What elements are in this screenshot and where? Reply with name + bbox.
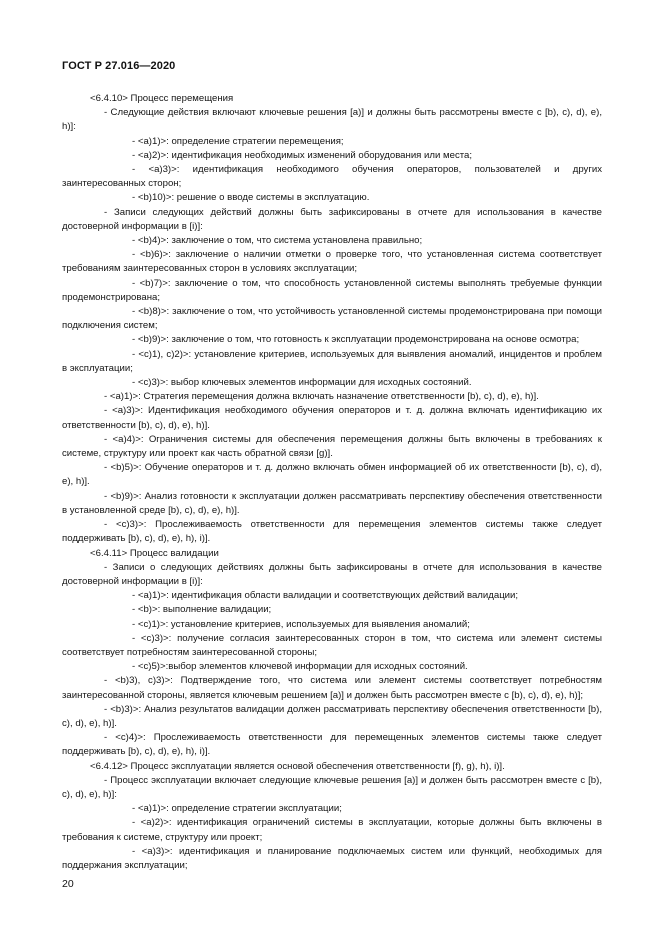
document-header: ГОСТ Р 27.016—2020: [62, 60, 176, 72]
paragraph: - <a)3)>: идентификация и планирование подключаемых систем или функций, необходимых для поддержания эксплуатации;: [62, 845, 602, 871]
paragraph: - <c)1)>: установление критериев, используемых для выявления аномалий;: [132, 618, 470, 630]
paragraph: <6.4.12> Процесс эксплуатации является основой обеспечения ответственности [f), g), h), i)].: [90, 760, 505, 772]
paragraph: - <b)10)>: решение о вводе системы в эксплуатацию.: [132, 192, 370, 204]
paragraph: - <a)1)>: определение стратегии перемещения;: [132, 135, 344, 147]
paragraph: - <c)3)>: выбор ключевых элементов информации для исходных состояний.: [132, 377, 472, 389]
paragraph: - <a)4)>: Ограничения системы для обеспечения перемещения должны быть включены в требованиях к системе, структуру или проект как часть обратной связи [g)].: [62, 433, 602, 460]
paragraph: - Процесс эксплуатации включает следующие ключевые решения [a)] и должен быть рассмотрен вместе с [b), c), d), e), h)]:: [62, 774, 602, 800]
paragraph: - <a)3)>: Идентификация необходимого обучения операторов и т. д. должна включать идентификацию их ответственности [b), c), d), e), h)].: [62, 405, 602, 431]
paragraph: - <a)1)>: идентификация области валидации и соответствующих действий валидации;: [132, 590, 519, 602]
paragraph: - <c)3)>: Прослеживаемость ответственности для перемещения элементов системы также следует поддерживать [b), c), d), e), h), i)].: [62, 519, 602, 545]
paragraph: - <b)9)>: заключение о том, что готовность к эксплуатации продемонстрирована на основе осмотра;: [132, 334, 580, 346]
paragraph: - <c)1), c)2)>: установление критериев, используемых для выявления аномалий, инцидентов и проблем в эксплуатации;: [62, 348, 602, 374]
paragraph: - <b)7)>: заключение о том, что способность установленной системы выполнять требуемые функции продемонстрирована;: [62, 277, 602, 303]
paragraph: - <b)8)>: заключение о том, что устойчивость установленной системы продемонстрирована при помощи подключения систем;: [62, 306, 602, 332]
paragraph: - <a)3)>: идентификация необходимого обучения операторов, пользователей и других заинтересованных сторон;: [62, 164, 602, 190]
paragraph: - Записи следующих действий должны быть зафиксированы в отчете для использования в качестве достоверной информации в [i)]:: [62, 206, 602, 232]
page-number: 20: [62, 878, 74, 890]
paragraph: - <b)5)>: Обучение операторов и т. д. должно включать обмен информацией об их ответственности [b), c), d), e), h)].: [62, 462, 602, 488]
paragraph: <6.4.10> Процесс перемещения: [90, 93, 234, 104]
paragraph: - <b)3), c)3)>: Подтверждение того, что система или элемент системы соответствует потребностям заинтересованной стороны, является ключевым решением [a)] и должен быть рассмотрен вместе с [b), c), d), e), h)];: [62, 675, 602, 701]
paragraph: - <a)2)>: идентификация ограничений системы в эксплуатации, которые должны быть включены в требования к системе, структуру или проект;: [62, 817, 602, 843]
paragraph: - <a)2)>: идентификация необходимых изменений оборудования или места;: [132, 149, 473, 161]
paragraph: - <c)4)>: Прослеживаемость ответственности для перемещенных элементов системы также следует поддерживать [b), c), d), e), h), i)].: [62, 732, 602, 758]
paragraph: - <b)9)>: Анализ готовности к эксплуатации должен рассматривать перспективу обеспечения ответственности в установленной среде [b), c), d), e), h)].: [62, 490, 602, 516]
paragraph: - <a)1)>: Стратегия перемещения должна включать назначение ответственности [b), c), d), e), h)].: [104, 391, 539, 403]
paragraph: - <b)3)>: Анализ результатов валидации должен рассматривать перспективу обеспечения ответственности [b), c), d), e), h)].: [62, 703, 602, 729]
paragraph: - <b)4)>: заключение о том, что система установлена правильно;: [132, 235, 423, 247]
paragraph: - <b)6)>: заключение о наличии отметки о проверке того, что установленная система соответствует требованиям заинтересованных сторон в условиях эксплуатации;: [62, 249, 602, 275]
paragraph: - <b)>: выполнение валидации;: [132, 604, 272, 616]
paragraph: - <c)5)>:выбор элементов ключевой информации для исходных состояний.: [132, 661, 468, 673]
paragraph: - Следующие действия включают ключевые решения [a)] и должны быть рассмотрены вместе с [b), c), d), e), h)]:: [62, 107, 602, 133]
document-body: [62, 92, 602, 873]
paragraph: - <c)3)>: получение согласия заинтересованных сторон в том, что система или элемент системы соответствует потребностям заинтересованной стороны;: [62, 632, 602, 658]
paragraph: <6.4.11> Процесс валидации: [90, 547, 219, 559]
paragraph: - Записи о следующих действиях должны быть зафиксированы в отчете для использования в качестве достоверной информации в [i)]:: [62, 561, 602, 587]
paragraph: - <a)1)>: определение стратегии эксплуатации;: [132, 803, 342, 815]
